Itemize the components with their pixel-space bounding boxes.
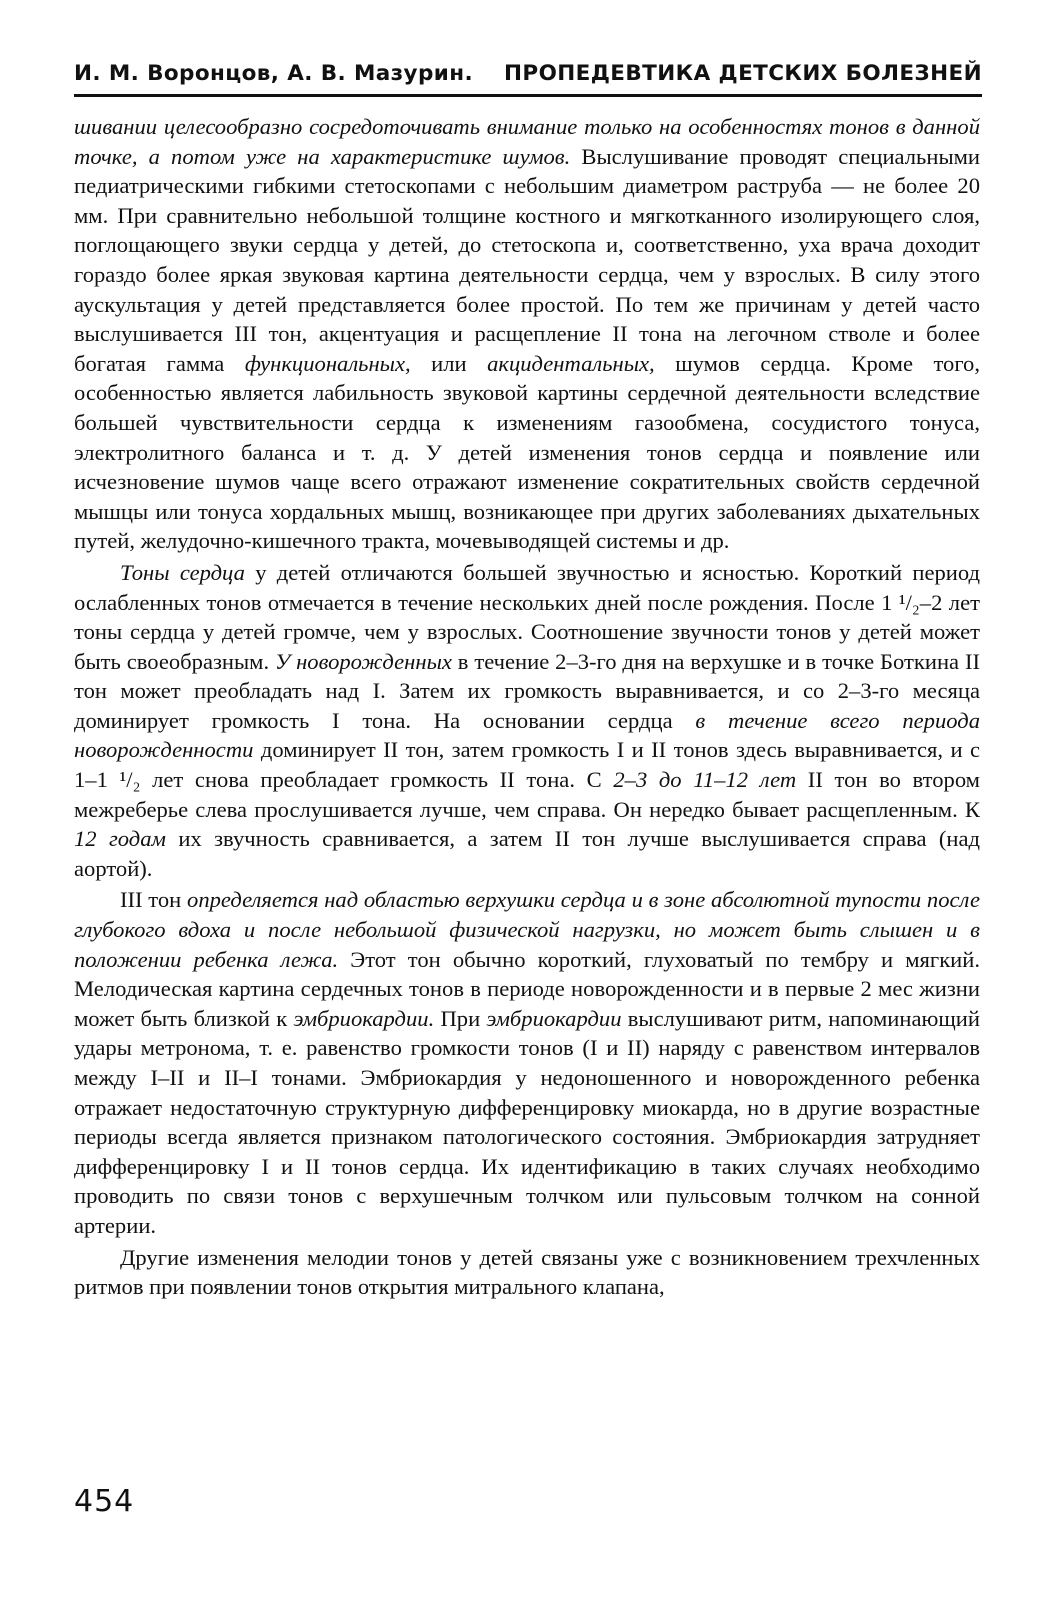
italic-text: У новорожденных [275, 648, 452, 674]
italic-text: шивании целесообразно сосредоточивать внимание только на особенностях тонов в данной точке, а потом уже на характеристике шумов. [74, 114, 980, 169]
text-run: Этот тон обычно короткий, глуховатый по тембру и мягкий. Мелодическая картина сердечных тонов в периоде новорожденности и в первые 2 мес жизни может быть близкой к [74, 946, 980, 1031]
paragraph [74, 1243, 980, 1302]
text-run: Выслушивание проводят специальными педиатрическими гибкими стетоскопами с небольшим диаметром раструба — не более 20 мм. При сравнительно небольшой толщине костного и мягкотканного изолирующего слоя, поглощающего звуки сердца у детей, до стетоскопа и, соответственно, уха врача доходит гораздо более яркая звуковая картина деятельности сердца, чем у взрослых. В силу этого аускультация у детей представляется более простой. По тем же причинам у детей часто выслушивается III тон, акцентуация и расщепление II тона на легочном стволе и более богатая гамма [74, 143, 981, 376]
text-run: в течение 2–3-го дня на верхушке и в точке Боткина II тон может преобладать над I. Затем их громкость выравнивается, и со 2–3-го месяца доминирует громкость I тона. На основании сердца [74, 648, 980, 733]
page-number: 454 [74, 1484, 135, 1519]
header-authors: И. М. Воронцов, А. В. Мазурин. [74, 61, 474, 86]
paragraph [74, 558, 980, 884]
text-run: выслушивают ритм, напоминающий удары метронома, т. е. равенство громкости тонов (I и II) наряду с равенством интервалов между I–II и II–I тонами. Эмбриокардия у недоношенного и новорожденного ребенка отражает недостаточную структурную дифференцировку миокарда, но в другие возрастные периоды всегда является признаком патологического состояния. Эмбриокардия затрудняет дифференцировку I и II тонов сердца. Их идентификацию в таких случаях необходимо проводить по связи тонов с верхушечным толчком или пульсовым толчком на сонной артерии. [74, 1005, 980, 1238]
paragraph [74, 112, 980, 556]
text-run: шумов сердца. Кроме того, особенностью является лабильность звуковой картины сердечной деятельности вследствие большей чувствительности сердца к изменениям газообмена, сосудистого тонуса, электролитного баланса и т. д. У детей изменения тонов сердца и появление или исчезновение шумов чаще всего отражают изменение сократительных свойств сердечной мышцы или тонуса хордальных мышц, возникающее при других заболеваниях дыхательных путей, желудочно-кишечного тракта, мочевыводящей системы и др. [74, 350, 980, 554]
text-run: Другие изменения мелодии тонов у детей связаны уже с возникновением трехчленных ритмов при появлении тонов открытия митрального клапана, [74, 1244, 980, 1300]
italic-text: определяется над областью верхушки сердца и в зоне абсолютной тупости после глубокого вдоха и после небольшой физической нагрузки, но может быть слышен и в положении ребенка лежа. [74, 887, 980, 972]
header-rule [74, 94, 982, 97]
text-run: II тон во втором межреберье слева прослушивается лучше, чем справа. Он нередко бывает расщепленным. К [74, 767, 980, 822]
text-run: III тон [120, 887, 188, 913]
italic-text: 2–3 до 11–12 лет [613, 767, 797, 793]
italic-text: Тоны сердца [120, 559, 245, 585]
italic-text: эмбриокардии [486, 1005, 622, 1031]
body-text [74, 112, 980, 1304]
italic-text: функциональных, [244, 350, 411, 376]
italic-text: эмбриокардии. [293, 1005, 435, 1031]
paragraph [74, 885, 980, 1240]
text-run: их звучность сравнивается, а затем II тон лучше выслушивается справа (над аортой). [74, 826, 981, 881]
text-run: у детей отличаются большей звучностью и ясностью. Короткий период ослабленных тонов отмечается в течение нескольких дней после рождения. После 1 ¹/₂–2 лет тоны сердца у детей громче, чем у взрослых. Соотношение звучности тонов у детей может быть своеобразным. [74, 559, 981, 674]
text-run: При [434, 1005, 487, 1031]
italic-text: в течение всего периода новорожденности [74, 707, 980, 763]
header-book-title: ПРОПЕДЕВТИКА ДЕТСКИХ БОЛЕЗНЕЙ [504, 61, 982, 86]
text-run: доминирует II тон, затем громкость I и II тонов здесь выравнивается, и с 1–1 ¹/₂ лет снова преобладает громкость II тона. С [74, 737, 980, 793]
italic-text: акцидентальных, [487, 350, 655, 376]
text-run: или [410, 350, 488, 376]
italic-text: 12 годам [74, 826, 166, 852]
running-header [74, 58, 982, 90]
